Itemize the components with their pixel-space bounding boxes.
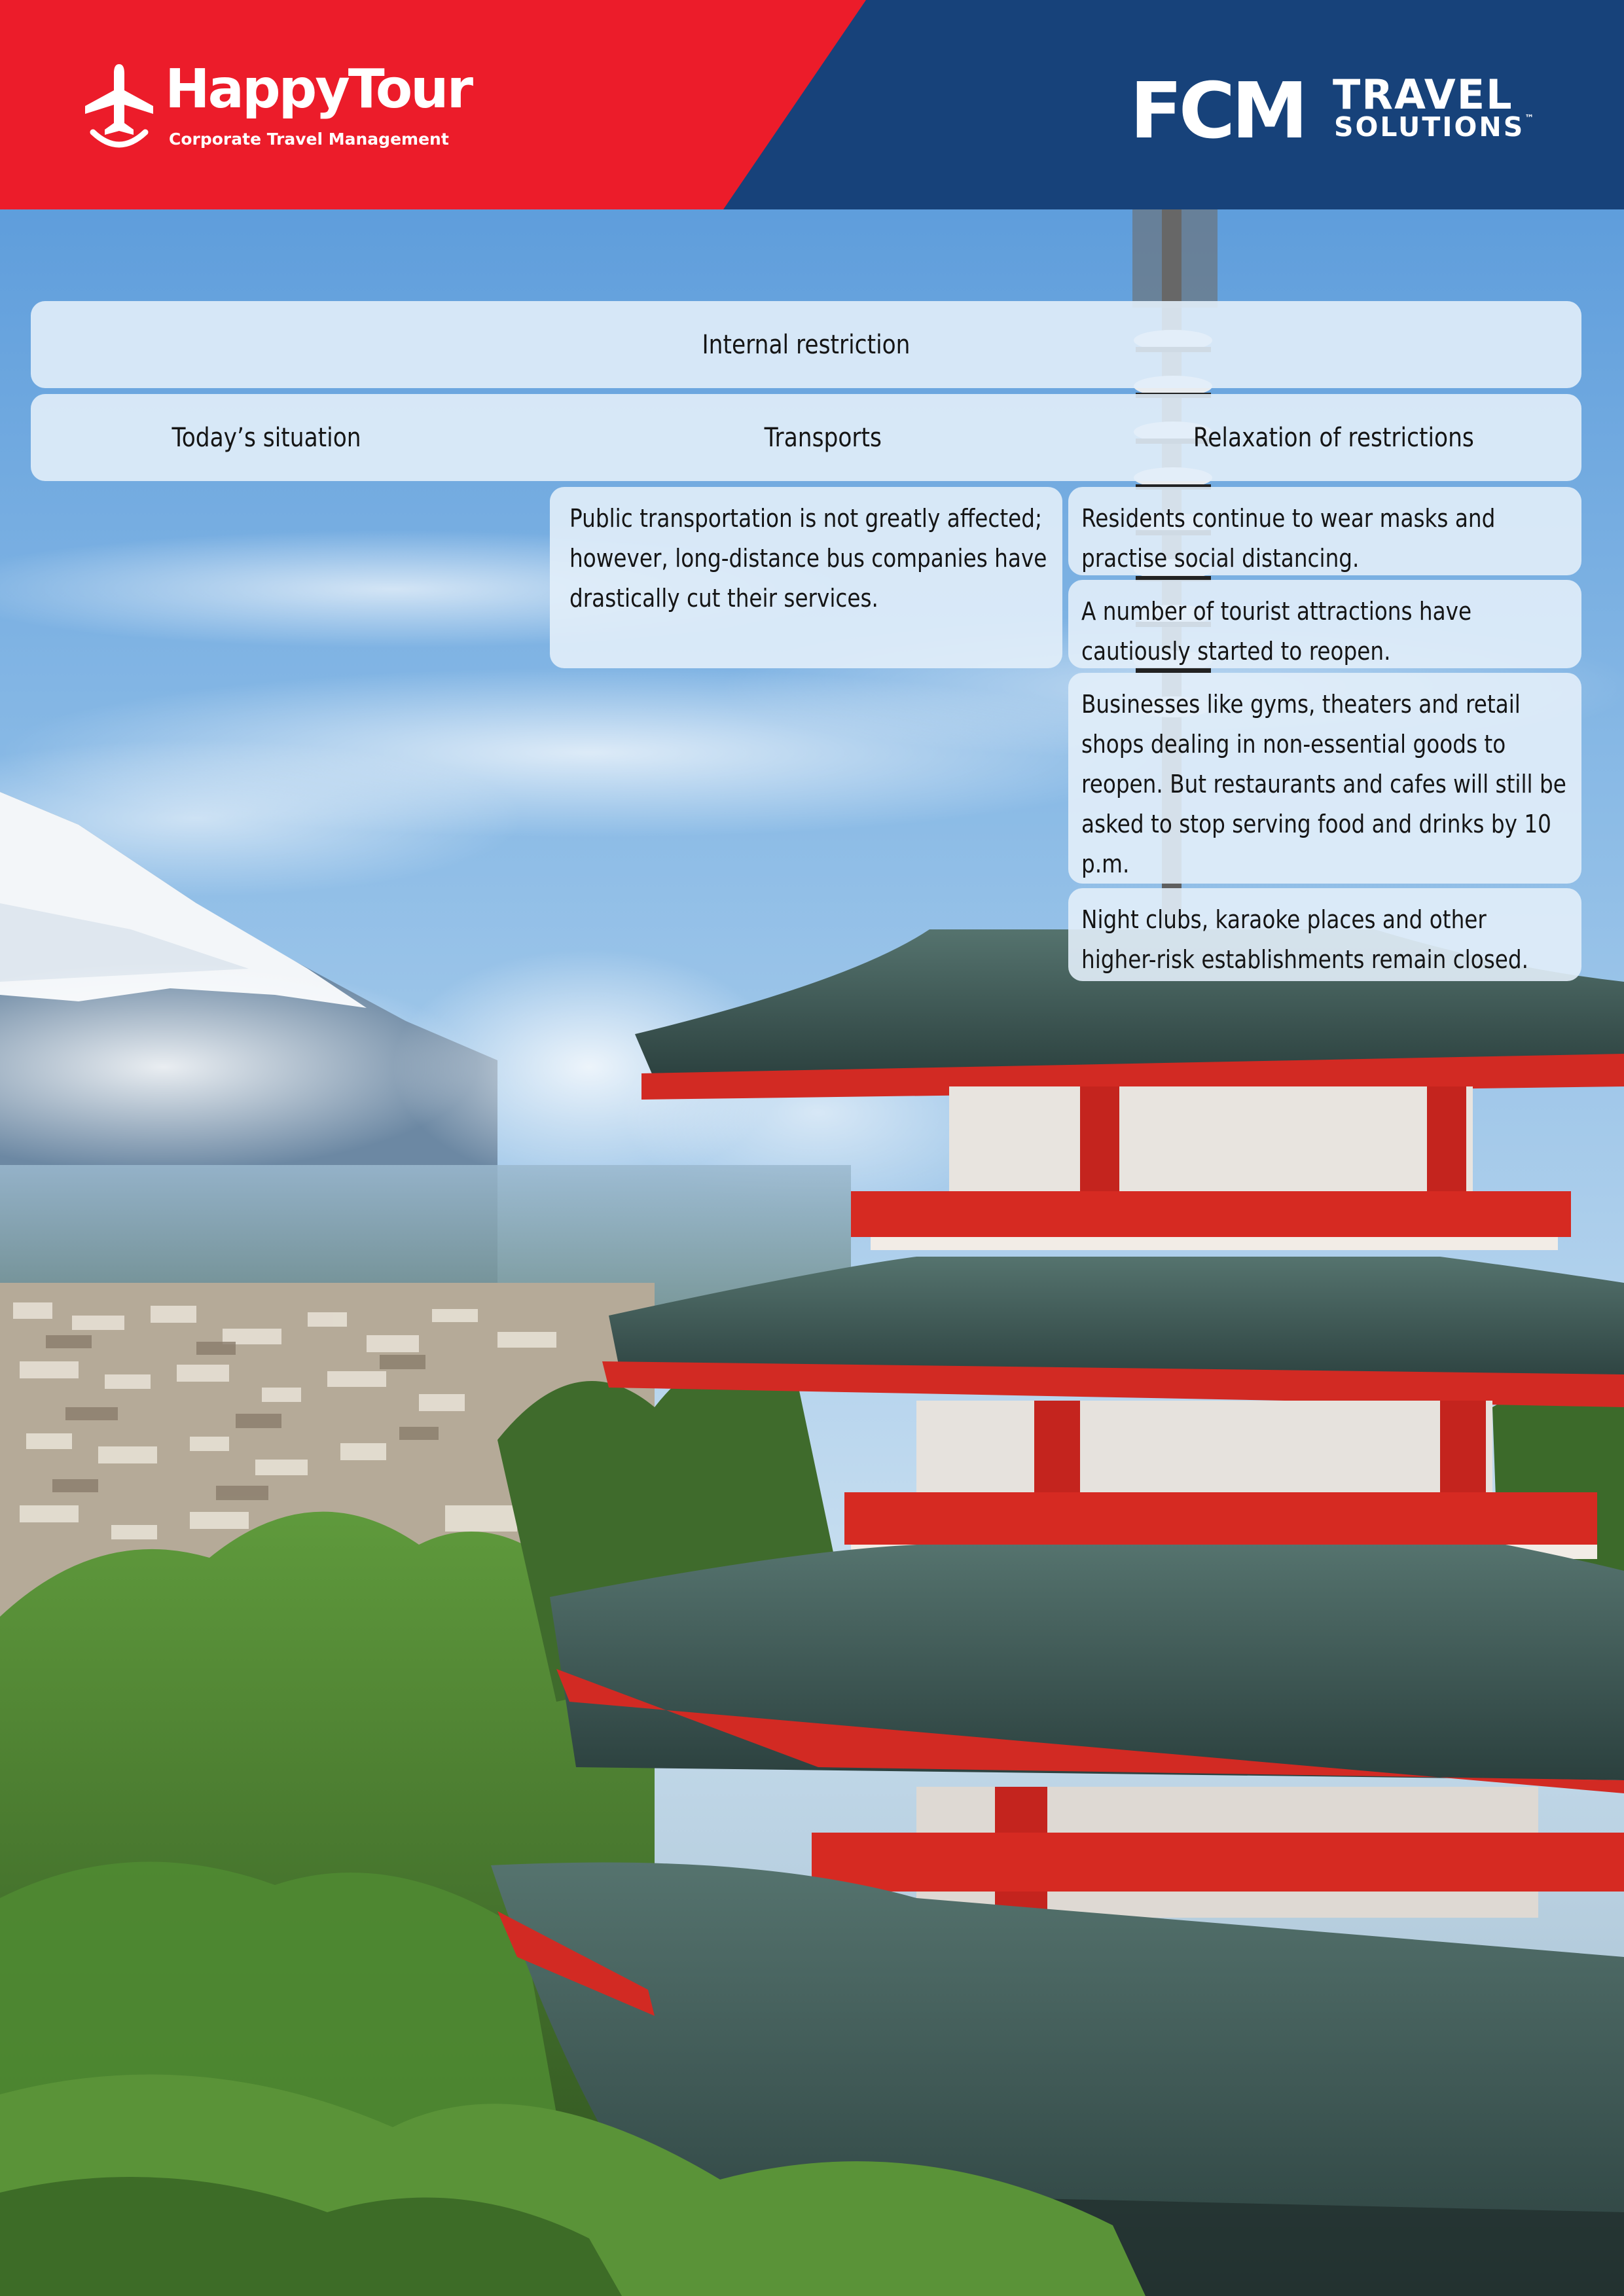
column-header-relaxation: Relaxation of restrictions bbox=[1193, 422, 1474, 453]
relaxation-text: Night clubs, karaoke places and other higher-risk establishments remain closed. bbox=[1081, 905, 1529, 974]
column-header-todays-situation: Today’s situation bbox=[171, 422, 361, 453]
relaxation-cell bbox=[1068, 580, 1581, 668]
trademark-symbol: ™ bbox=[1525, 113, 1534, 124]
relaxation-text: Residents continue to wear masks and practise social distancing. bbox=[1081, 504, 1496, 573]
fcm-mark: FCM bbox=[1130, 65, 1305, 156]
transports-text: Public transportation is not greatly affected; however, long-distance bus companies have drastically cut their services. bbox=[569, 504, 1047, 613]
table-title-row bbox=[31, 301, 1581, 388]
relaxation-text: A number of tourist attractions have cautiously started to reopen. bbox=[1081, 597, 1472, 666]
relaxation-cell bbox=[1068, 673, 1581, 884]
happytour-tagline: Corporate Travel Management bbox=[169, 130, 449, 149]
happytour-logo bbox=[80, 58, 472, 157]
fcm-solutions-text bbox=[1334, 111, 1534, 143]
header-banner bbox=[0, 0, 1624, 209]
fcm-travel-solutions-logo bbox=[1130, 65, 1549, 156]
transports-cell bbox=[550, 487, 1062, 668]
relaxation-cell bbox=[1068, 888, 1581, 981]
table-title: Internal restriction bbox=[702, 329, 911, 360]
fcm-travel-text: TRAVEL bbox=[1333, 71, 1513, 118]
fcm-solutions-word: SOLUTIONS bbox=[1334, 111, 1525, 143]
table-header-row bbox=[31, 394, 1581, 481]
column-header-transports: Transports bbox=[764, 422, 882, 453]
relaxation-cell bbox=[1068, 487, 1581, 575]
happytour-name: HappyTour bbox=[165, 58, 472, 120]
relaxation-text: Businesses like gyms, theaters and retail shops dealing in non-essential goods to reopen. But restaurants and cafes will still be asked to stop serving food and drinks by 10 p.m. bbox=[1081, 690, 1566, 878]
airplane-icon bbox=[80, 59, 158, 151]
